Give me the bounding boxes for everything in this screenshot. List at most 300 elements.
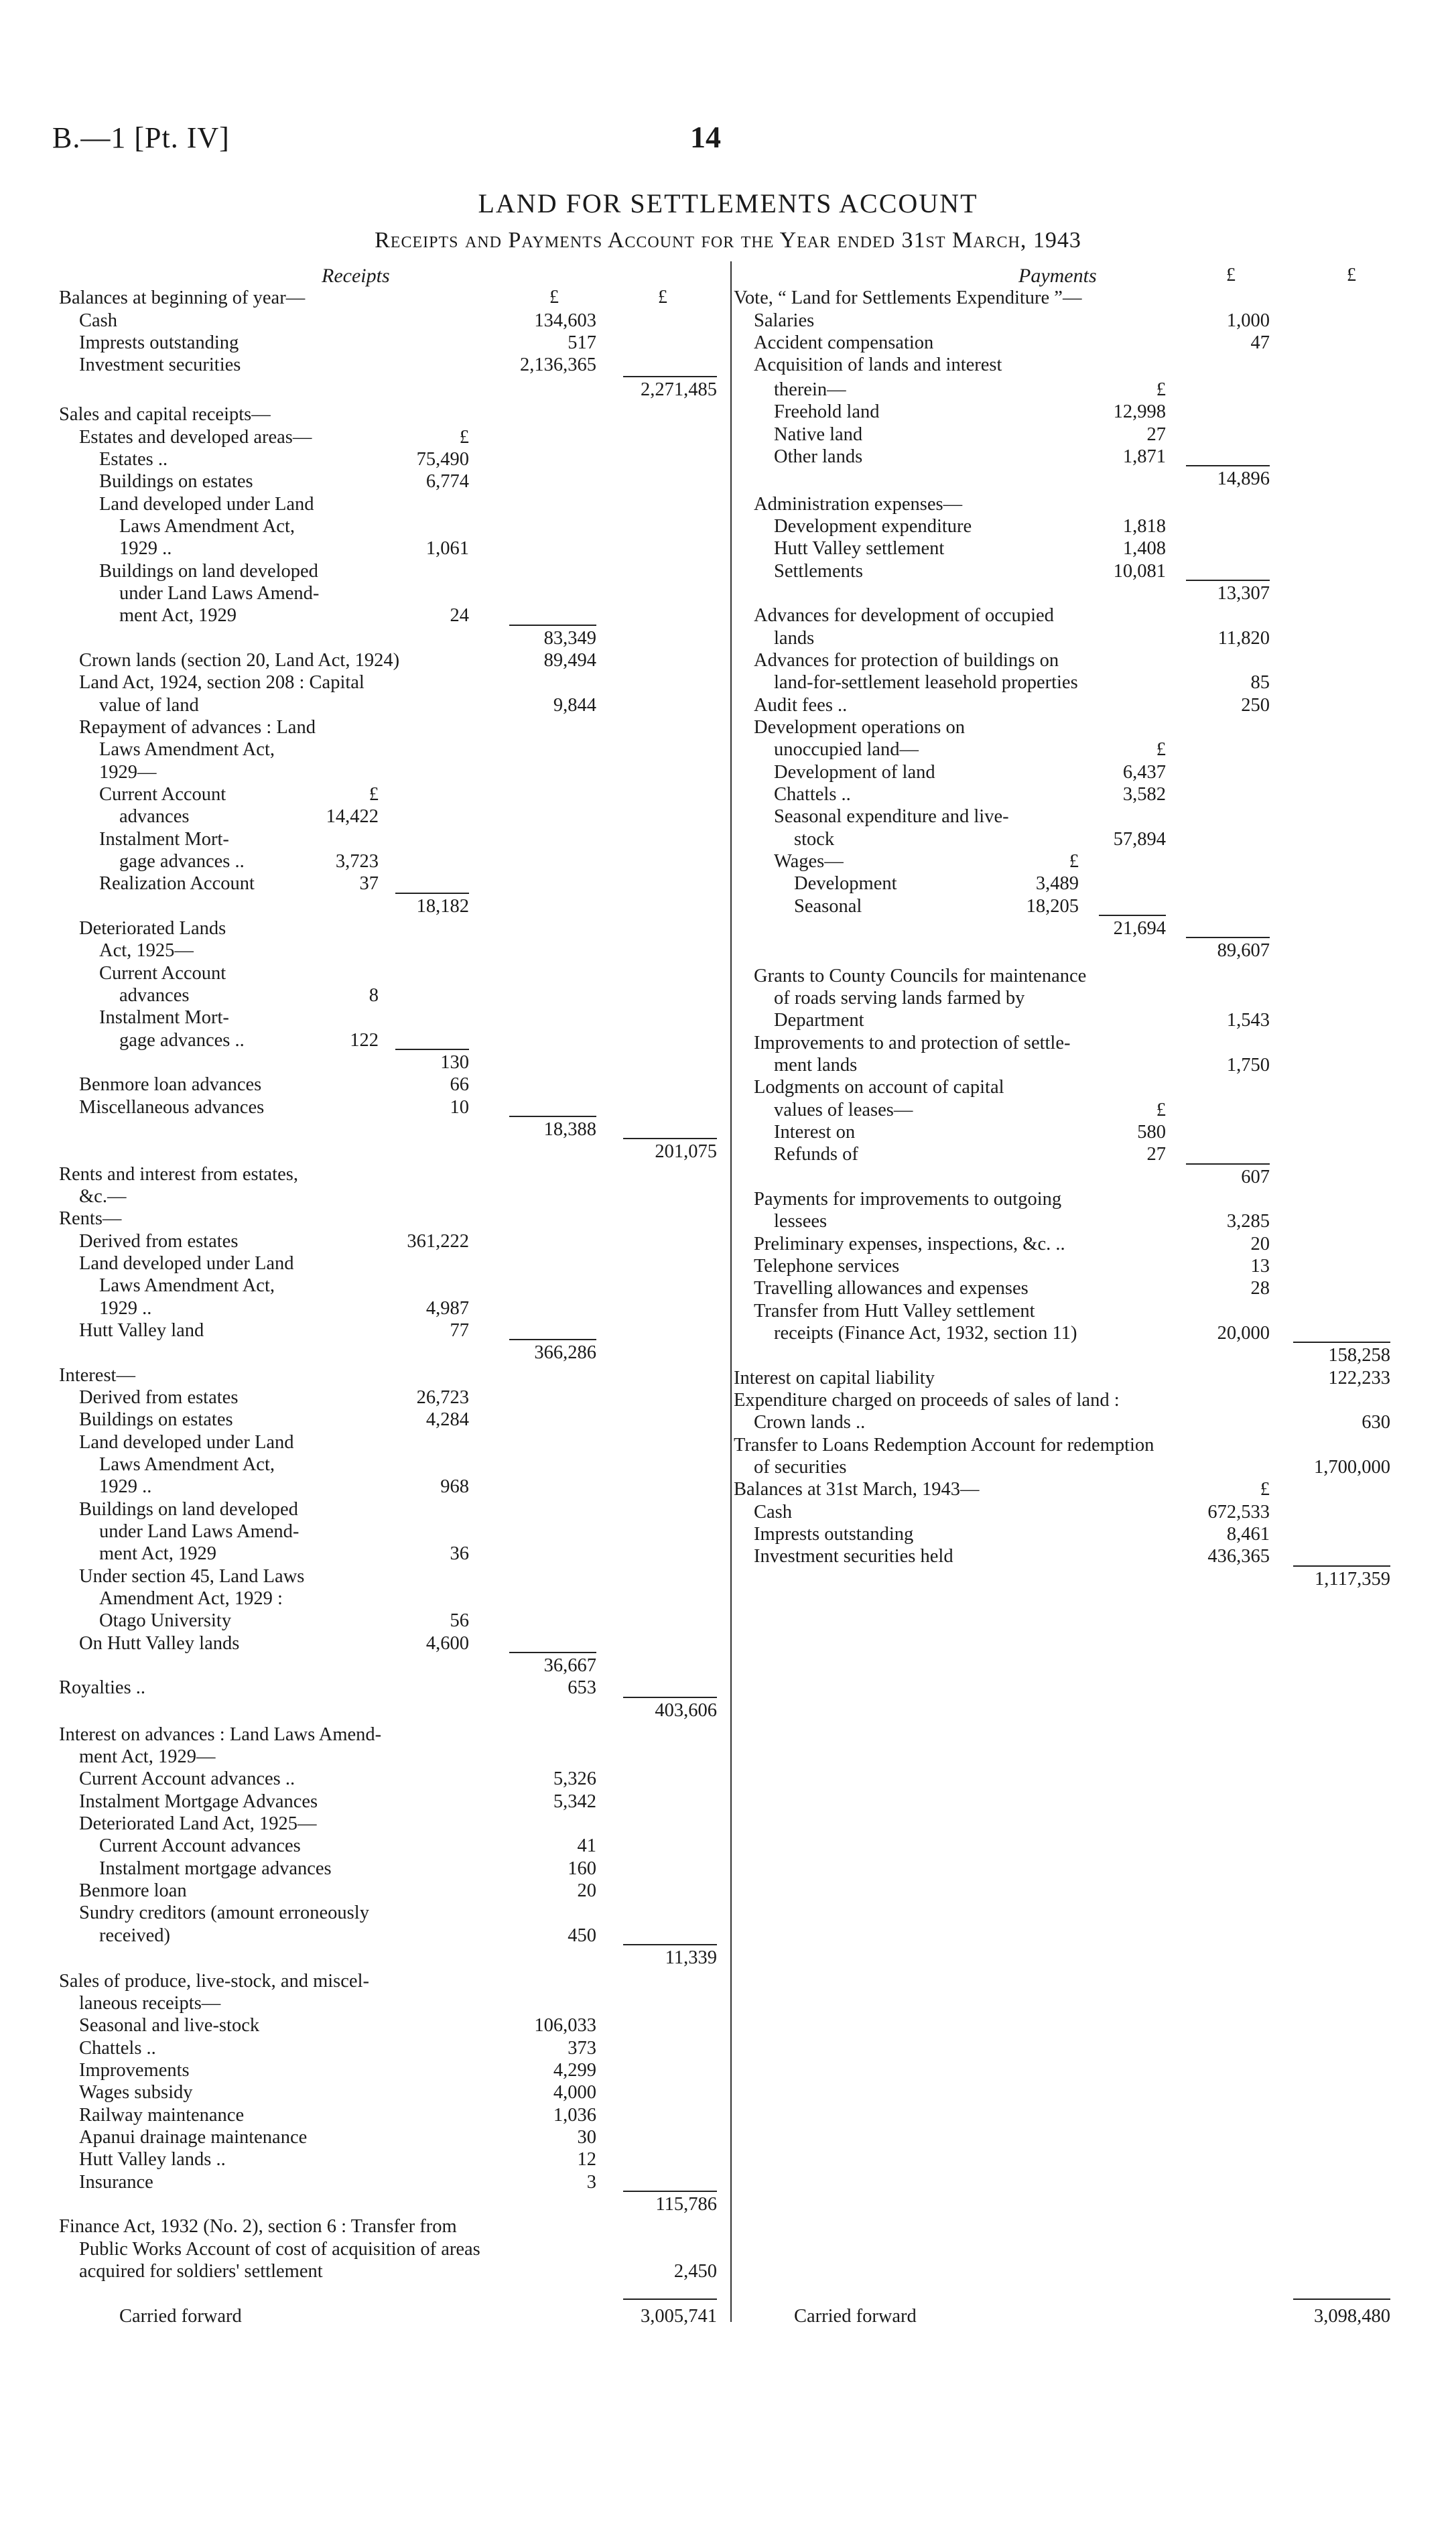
receipts-amount-c3: 106,033 (534, 2015, 596, 2036)
payments-row (0, 604, 1456, 627)
receipts-amount-c3: 1,036 (553, 2105, 596, 2126)
receipts-row-label: Sales of produce, live-stock, and miscel- (59, 1971, 369, 1992)
payments-row (0, 582, 1456, 605)
receipts-row-label: Buildings on estates (99, 471, 253, 492)
receipts-amount-c3: 373 (568, 2038, 596, 2059)
payments-row (0, 965, 1456, 988)
payments-amount-c2: 89,607 (1217, 940, 1270, 961)
receipts-amount-c1: 1,061 (425, 538, 469, 559)
receipts-amount-c4: 2,271,485 (641, 379, 717, 400)
payments-amount-c1: 6,437 (1122, 762, 1166, 783)
payments-row-label: Seasonal expenditure and live- (774, 806, 1009, 827)
payments-amount-c2: 1,000 (1226, 310, 1270, 331)
receipts-row (0, 1768, 1456, 1791)
page-title: LAND FOR SETTLEMENTS ACCOUNT (478, 188, 978, 218)
receipts-row (0, 2215, 1456, 2238)
payments-amount-c2: £ (1260, 1479, 1270, 1500)
receipts-row-label: Finance Act, 1932 (No. 2), section 6 : Transfer from (59, 2216, 457, 2237)
payments-row (0, 310, 1456, 332)
payments-amount-c1: 580 (1137, 1122, 1166, 1143)
payments-subtotal-rule (1293, 1565, 1390, 1567)
payments-row (0, 716, 1456, 739)
receipts-row (0, 2081, 1456, 2104)
page-number: 14 (690, 120, 721, 154)
receipts-row-label: Improvements (79, 2060, 190, 2081)
receipts-amount-c3: 20 (577, 1880, 596, 1901)
receipts-amount-c1: 10 (450, 1097, 469, 1118)
receipts-row-label: Realization Account (99, 873, 255, 894)
receipts-row-label: Laws Amendment Act, (99, 1275, 275, 1296)
receipts-subtotal-rule (623, 2191, 717, 2192)
payments-amount-c1: 3,582 (1122, 784, 1166, 805)
payments-amount-c1: 1,408 (1122, 538, 1166, 559)
payments-amount-c2: 13 (1250, 1256, 1270, 1277)
receipts-amount-c3: 30 (577, 2127, 596, 2148)
receipts-row (0, 1655, 1456, 1677)
receipts-row-label: 1929— (99, 762, 157, 783)
receipts-amount-c3: 12 (577, 2149, 596, 2170)
receipts-row-label: Land Act, 1924, section 208 : Capital (79, 672, 365, 693)
receipts-row-label: value of land (99, 695, 199, 716)
payments-amount-c1: £ (1156, 1100, 1166, 1120)
payments-amount-c3: 158,258 (1328, 1345, 1390, 1366)
receipts-amount-c3: 41 (577, 1835, 596, 1856)
payments-row-label: ment lands (774, 1055, 858, 1076)
receipts-amount-c1: 77 (450, 1320, 469, 1341)
receipts-row-label: Land developed under Land (79, 1432, 294, 1453)
payments-row-label: stock (794, 829, 835, 850)
payments-row (0, 1501, 1456, 1524)
receipts-row (0, 2104, 1456, 2127)
payments-row-label: Audit fees .. (754, 695, 848, 716)
payments-row (0, 1523, 1456, 1546)
receipts-row-label: Sales and capital receipts— (59, 404, 271, 425)
payments-row (0, 515, 1456, 538)
receipts-row (0, 2171, 1456, 2194)
receipts-row-label: Public Works Account of cost of acquisition of areas (79, 2239, 480, 2260)
receipts-row (0, 1699, 1456, 1722)
receipts-amount-c3: 517 (568, 332, 596, 353)
receipts-row-label: Insurance (79, 2172, 153, 2193)
payments-row-label: Lodgments on account of capital (754, 1077, 1004, 1098)
payments-row (0, 1009, 1456, 1032)
payments-amount-c2: 14,896 (1217, 468, 1270, 489)
receipts-row-label: Hutt Valley lands .. (79, 2149, 226, 2170)
receipts-heading: Receipts (322, 265, 390, 287)
receipts-row-label: Buildings on estates (79, 1409, 233, 1430)
receipts-row-label: Laws Amendment Act, (99, 1454, 275, 1475)
payments-amount-c0: 3,489 (1035, 873, 1079, 894)
payments-row (0, 1188, 1456, 1211)
payments-amount-c2: 28 (1250, 1278, 1270, 1299)
payments-row-label: Freehold land (774, 401, 880, 422)
payments-pound-col3: £ (1347, 265, 1356, 285)
receipts-row (0, 2260, 1456, 2283)
payments-row-label: receipts (Finance Act, 1932, section 11) (774, 1323, 1077, 1344)
payments-row (0, 354, 1456, 377)
payments-amount-c1: 1,818 (1122, 516, 1166, 537)
receipts-row-label: Imprests outstanding (79, 332, 239, 353)
receipts-amount-c3: 160 (568, 1858, 596, 1879)
receipts-row-label: 1929 .. (99, 1298, 152, 1319)
receipts-amount-c4: 3,005,741 (641, 2306, 717, 2327)
receipts-row-label: ment Act, 1929 (119, 605, 237, 626)
receipts-amount-c1: £ (459, 427, 469, 448)
payments-row-label: Seasonal (794, 896, 862, 917)
receipts-row (0, 2148, 1456, 2171)
payments-row-label: Development (794, 873, 897, 894)
receipts-row-label: Derived from estates (79, 1231, 239, 1252)
receipts-amount-c1: 26,723 (416, 1387, 469, 1408)
receipts-row (0, 2193, 1456, 2216)
payments-row (0, 1277, 1456, 1300)
receipts-amount-c0: £ (369, 784, 379, 805)
receipts-row-label: Laws Amendment Act, (119, 516, 295, 537)
receipts-row (0, 1835, 1456, 1858)
receipts-row-label: Interest on advances : Land Laws Amend- (59, 1724, 382, 1745)
payments-row (0, 1143, 1456, 1166)
carried-forward-rule (623, 2299, 717, 2300)
payments-row (0, 1076, 1456, 1099)
payments-row-label: Interest on (774, 1122, 856, 1143)
payments-row (0, 379, 1456, 401)
receipts-amount-c0: 3,723 (335, 851, 379, 872)
payments-amount-c2: 3,285 (1226, 1211, 1270, 1232)
payments-amount-c1: 12,998 (1113, 401, 1166, 422)
receipts-row (0, 2059, 1456, 2082)
payments-amount-c0: £ (1069, 851, 1079, 872)
payments-row (0, 1210, 1456, 1233)
payments-amount-c1: £ (1156, 379, 1166, 400)
payments-row-label: Advances for development of occupied (754, 605, 1054, 626)
payments-row (0, 783, 1456, 806)
receipts-row-label: Current Account (99, 784, 226, 805)
payments-row (0, 1121, 1456, 1144)
payments-row (0, 1233, 1456, 1256)
payments-row-label: of securities (754, 1457, 847, 1478)
receipts-row-label: Land developed under Land (99, 494, 314, 515)
receipts-row (0, 1970, 1456, 1993)
payments-row-label: lessees (774, 1211, 828, 1232)
receipts-amount-c0: 14,422 (326, 806, 379, 827)
payments-row-label: Salaries (754, 310, 815, 331)
payments-row-label: Cash (754, 1502, 792, 1523)
receipts-row-label: Hutt Valley land (79, 1320, 204, 1341)
payments-row-label: Investment securities held (754, 1546, 953, 1567)
receipts-amount-c3: 3 (586, 2172, 596, 2193)
receipts-amount-c1: 66 (450, 1074, 469, 1095)
payments-row (0, 1344, 1456, 1367)
receipts-subtotal-rule (623, 1697, 717, 1698)
payments-row (0, 1411, 1456, 1434)
receipts-amount-c3: 653 (568, 1677, 596, 1698)
receipts-row-label: Estates and developed areas— (79, 427, 312, 448)
receipts-amount-c4: 201,075 (655, 1141, 717, 1162)
payments-row (0, 694, 1456, 717)
payments-row (0, 1434, 1456, 1457)
payments-amount-c1: 1,871 (1122, 446, 1166, 467)
payments-amount-c1: £ (1156, 739, 1166, 760)
payments-row-label: Vote, “ Land for Settlements Expenditure ”— (734, 287, 1082, 308)
receipts-row-label: Miscellaneous advances (79, 1097, 265, 1118)
receipts-row (0, 1610, 1456, 1632)
receipts-amount-c3: 9,844 (553, 695, 596, 716)
receipts-row (0, 2014, 1456, 2037)
receipts-row (0, 1947, 1456, 1969)
receipts-row (0, 1791, 1456, 1813)
payments-amount-c2: 20,000 (1217, 1323, 1270, 1344)
payments-row-label: Transfer to Loans Redemption Account for redemption (734, 1435, 1154, 1455)
receipts-row-label: &c.— (79, 1186, 127, 1207)
payments-amount-c2: 607 (1241, 1167, 1270, 1187)
payments-row (0, 1099, 1456, 1122)
payments-row-label: of roads serving lands farmed by (774, 988, 1025, 1009)
receipts-amount-c1: 4,987 (425, 1298, 469, 1319)
payments-row (0, 2305, 1456, 2328)
receipts-amount-c3: 83,349 (543, 628, 596, 649)
receipts-row (0, 1746, 1456, 1768)
receipts-row-label: Carried forward (119, 2306, 242, 2327)
payments-amount-c2: 13,307 (1217, 583, 1270, 604)
receipts-row-label: Benmore loan (79, 1880, 187, 1901)
receipts-amount-c3: 2,136,365 (520, 354, 596, 375)
payments-row-label: therein— (774, 379, 846, 400)
payments-amount-c3: 1,700,000 (1314, 1457, 1390, 1478)
payments-row (0, 1545, 1456, 1568)
receipts-row-label: acquired for soldiers' settlement (79, 2261, 323, 2282)
payments-row (0, 424, 1456, 446)
receipts-pound-col3: £ (549, 287, 559, 308)
receipts-row (0, 1588, 1456, 1610)
section-reference: B.—1 [Pt. IV] (52, 121, 230, 154)
payments-row-label: values of leases— (774, 1100, 913, 1120)
carried-forward-rule (1293, 2299, 1390, 2300)
payments-row-label: Transfer from Hutt Valley settlement (754, 1301, 1035, 1321)
receipts-row-label: Under section 45, Land Laws (79, 1566, 305, 1587)
receipts-amount-c3: 5,326 (553, 1768, 596, 1789)
payments-row-label: Settlements (774, 561, 863, 582)
receipts-row-label: Otago University (99, 1610, 232, 1631)
payments-row-label: Chattels .. (774, 784, 851, 805)
payments-row-label: lands (774, 628, 815, 649)
payments-row-label: Grants to County Councils for maintenance (754, 966, 1087, 986)
payments-amount-c0: 18,205 (1026, 896, 1079, 917)
payments-amount-c1: 27 (1146, 1144, 1166, 1165)
receipts-amount-c3: 5,342 (553, 1791, 596, 1812)
receipts-row (0, 1902, 1456, 1925)
payments-subtotal-rule (1099, 915, 1166, 916)
receipts-row-label: ment Act, 1929— (79, 1746, 216, 1767)
payments-amount-c2: 250 (1241, 695, 1270, 716)
payments-row (0, 671, 1456, 694)
receipts-amount-c1: 130 (440, 1052, 469, 1073)
payments-row-label: Administration expenses— (754, 494, 963, 515)
payments-row-label: Telephone services (754, 1256, 900, 1277)
payments-row (0, 850, 1456, 873)
receipts-row-label: Royalties .. (59, 1677, 146, 1698)
receipts-row-label: gage advances .. (119, 1030, 245, 1051)
payments-row-label: Native land (774, 424, 863, 445)
receipts-row-label: advances (119, 985, 190, 1006)
payments-row (0, 987, 1456, 1010)
receipts-amount-c1: 36 (450, 1543, 469, 1564)
receipts-row (0, 2037, 1456, 2060)
receipts-row-label: gage advances .. (119, 851, 245, 872)
payments-amount-c2: 47 (1250, 332, 1270, 353)
receipts-amount-c1: 361,222 (407, 1231, 469, 1252)
payments-row-label: Wages— (774, 851, 844, 872)
receipts-row-label: Chattels .. (79, 2038, 156, 2059)
payments-amount-c3: 122,233 (1328, 1368, 1390, 1388)
receipts-row-label: Instalment Mort- (99, 829, 229, 850)
payments-row-label: Improvements to and protection of settle- (754, 1033, 1071, 1053)
payments-amount-c1: 27 (1146, 424, 1166, 445)
payments-row-label: Advances for protection of buildings on (754, 650, 1059, 671)
receipts-amount-c1: 18,182 (416, 896, 469, 917)
receipts-row-label: under Land Laws Amend- (119, 583, 320, 604)
payments-row-label: Expenditure charged on proceeds of sales of land : (734, 1390, 1120, 1411)
receipts-row-label: advances (119, 806, 190, 827)
payments-row (0, 1456, 1456, 1479)
payments-row (0, 1054, 1456, 1077)
receipts-row (0, 1992, 1456, 2015)
payments-amount-c2: 436,365 (1207, 1546, 1270, 1567)
receipts-row-label: Buildings on land developed (99, 561, 318, 582)
payments-amount-c2: 85 (1250, 672, 1270, 693)
receipts-row-label: Estates .. (99, 449, 168, 470)
receipts-row (0, 1925, 1456, 1947)
receipts-amount-c0: 8 (369, 985, 379, 1006)
payments-row (0, 872, 1456, 895)
payments-amount-c1: 21,694 (1113, 918, 1166, 939)
receipts-row-label: 1929 .. (119, 538, 172, 559)
payments-amount-c2: 672,533 (1207, 1502, 1270, 1523)
payments-row (0, 940, 1456, 962)
receipts-amount-c1: 968 (440, 1476, 469, 1497)
receipts-row-label: Buildings on land developed (79, 1499, 298, 1520)
receipts-row-label: Wages subsidy (79, 2082, 193, 2103)
receipts-amount-c3: 4,299 (553, 2060, 596, 2081)
receipts-amount-c1: 4,284 (425, 1409, 469, 1430)
payments-row-label: Accident compensation (754, 332, 934, 353)
payments-row (0, 895, 1456, 918)
payments-row-label: Other lands (774, 446, 863, 467)
payments-row (0, 1367, 1456, 1390)
payments-row-label: Development expenditure (774, 516, 972, 537)
receipts-row-label: Rents and interest from estates, (59, 1164, 298, 1185)
receipts-amount-c0: 122 (350, 1030, 379, 1051)
payments-row (0, 468, 1456, 491)
receipts-row-label: Derived from estates (79, 1387, 239, 1408)
receipts-row (0, 1724, 1456, 1746)
receipts-amount-c3: 366,286 (534, 1342, 596, 1363)
receipts-amount-c1: 6,774 (425, 471, 469, 492)
payments-row (0, 287, 1456, 310)
receipts-row (0, 1813, 1456, 1835)
receipts-row-label: Crown lands (section 20, Land Act, 1924) (79, 650, 400, 671)
payments-row (0, 805, 1456, 828)
receipts-subtotal-rule (509, 1652, 596, 1653)
payments-row (0, 1568, 1456, 1591)
receipts-amount-c4: 115,786 (655, 2194, 717, 2215)
receipts-row-label: ment Act, 1929 (99, 1543, 216, 1564)
payments-row (0, 1255, 1456, 1278)
payments-amount-c2: 8,461 (1226, 1524, 1270, 1545)
payments-row-label: Carried forward (794, 2306, 917, 2327)
payments-heading: Payments (1018, 265, 1097, 287)
payments-row (0, 1322, 1456, 1345)
receipts-row (0, 1880, 1456, 1902)
payments-row-label: Refunds of (774, 1144, 858, 1165)
receipts-row-label: On Hutt Valley lands (79, 1633, 240, 1654)
payments-row-label: Travelling allowances and expenses (754, 1278, 1029, 1299)
payments-row-label: Department (774, 1010, 864, 1031)
receipts-row (0, 1858, 1456, 1880)
receipts-amount-c3: 36,667 (543, 1655, 596, 1676)
payments-subtotal-rule (1186, 937, 1270, 938)
receipts-amount-c3: 450 (568, 1925, 596, 1946)
receipts-amount-c1: 4,600 (425, 1633, 469, 1654)
receipts-row-label: Rents— (59, 1208, 122, 1229)
receipts-row-label: Current Account (99, 963, 226, 984)
payments-row-label: Crown lands .. (754, 1412, 866, 1433)
payments-row-label: land-for-settlement leasehold properties (774, 672, 1078, 693)
receipts-amount-c1: 56 (450, 1610, 469, 1631)
payments-row (0, 738, 1456, 761)
receipts-amount-c3: 4,000 (553, 2082, 596, 2103)
page-subtitle: Receipts and Payments Account for the Year ended 31st March, 1943 (375, 228, 1081, 253)
receipts-amount-c4: 11,339 (665, 1947, 717, 1968)
payments-row (0, 649, 1456, 672)
receipts-row-label: under Land Laws Amend- (99, 1521, 300, 1542)
receipts-row-label: Investment securities (79, 354, 241, 375)
payments-row (0, 1032, 1456, 1055)
payments-row (0, 401, 1456, 424)
payments-amount-c1: 57,894 (1113, 829, 1166, 850)
receipts-row-label: Cash (79, 310, 117, 331)
receipts-row-label: Balances at beginning of year— (59, 287, 306, 308)
receipts-row-label: received) (99, 1925, 170, 1946)
payments-amount-c1: 10,081 (1113, 561, 1166, 582)
receipts-row-label: Interest— (59, 1365, 135, 1386)
payments-row (0, 627, 1456, 650)
payments-row (0, 1389, 1456, 1412)
receipts-row-label: Instalment Mortgage Advances (79, 1791, 318, 1812)
receipts-amount-c0: 37 (359, 873, 379, 894)
payments-row (0, 761, 1456, 784)
receipts-row-label: Seasonal and live-stock (79, 2015, 260, 2036)
receipts-row-label: Sundry creditors (amount erroneously (79, 1902, 369, 1923)
receipts-row-label: Act, 1925— (99, 940, 194, 961)
receipts-row-label: 1929 .. (99, 1476, 152, 1497)
payments-row (0, 828, 1456, 851)
payments-row (0, 1478, 1456, 1501)
payments-row-label: Payments for improvements to outgoing (754, 1189, 1062, 1210)
payments-row (0, 1300, 1456, 1323)
receipts-amount-c3: 18,388 (543, 1119, 596, 1140)
payments-amount-c3: 630 (1362, 1412, 1390, 1433)
payments-row-label: Development of land (774, 762, 935, 783)
receipts-row-label: Apanui drainage maintenance (79, 2127, 308, 2148)
payments-pound-col2: £ (1226, 265, 1236, 285)
receipts-row (0, 2126, 1456, 2149)
payments-subtotal-rule (1293, 1342, 1390, 1343)
payments-row-label: Balances at 31st March, 1943— (734, 1479, 980, 1500)
payments-row (0, 1166, 1456, 1189)
receipts-row-label: Deteriorated Land Act, 1925— (79, 1813, 317, 1834)
receipts-row-label: Amendment Act, 1929 : (99, 1588, 283, 1609)
payments-amount-c3: 1,117,359 (1315, 1569, 1390, 1590)
